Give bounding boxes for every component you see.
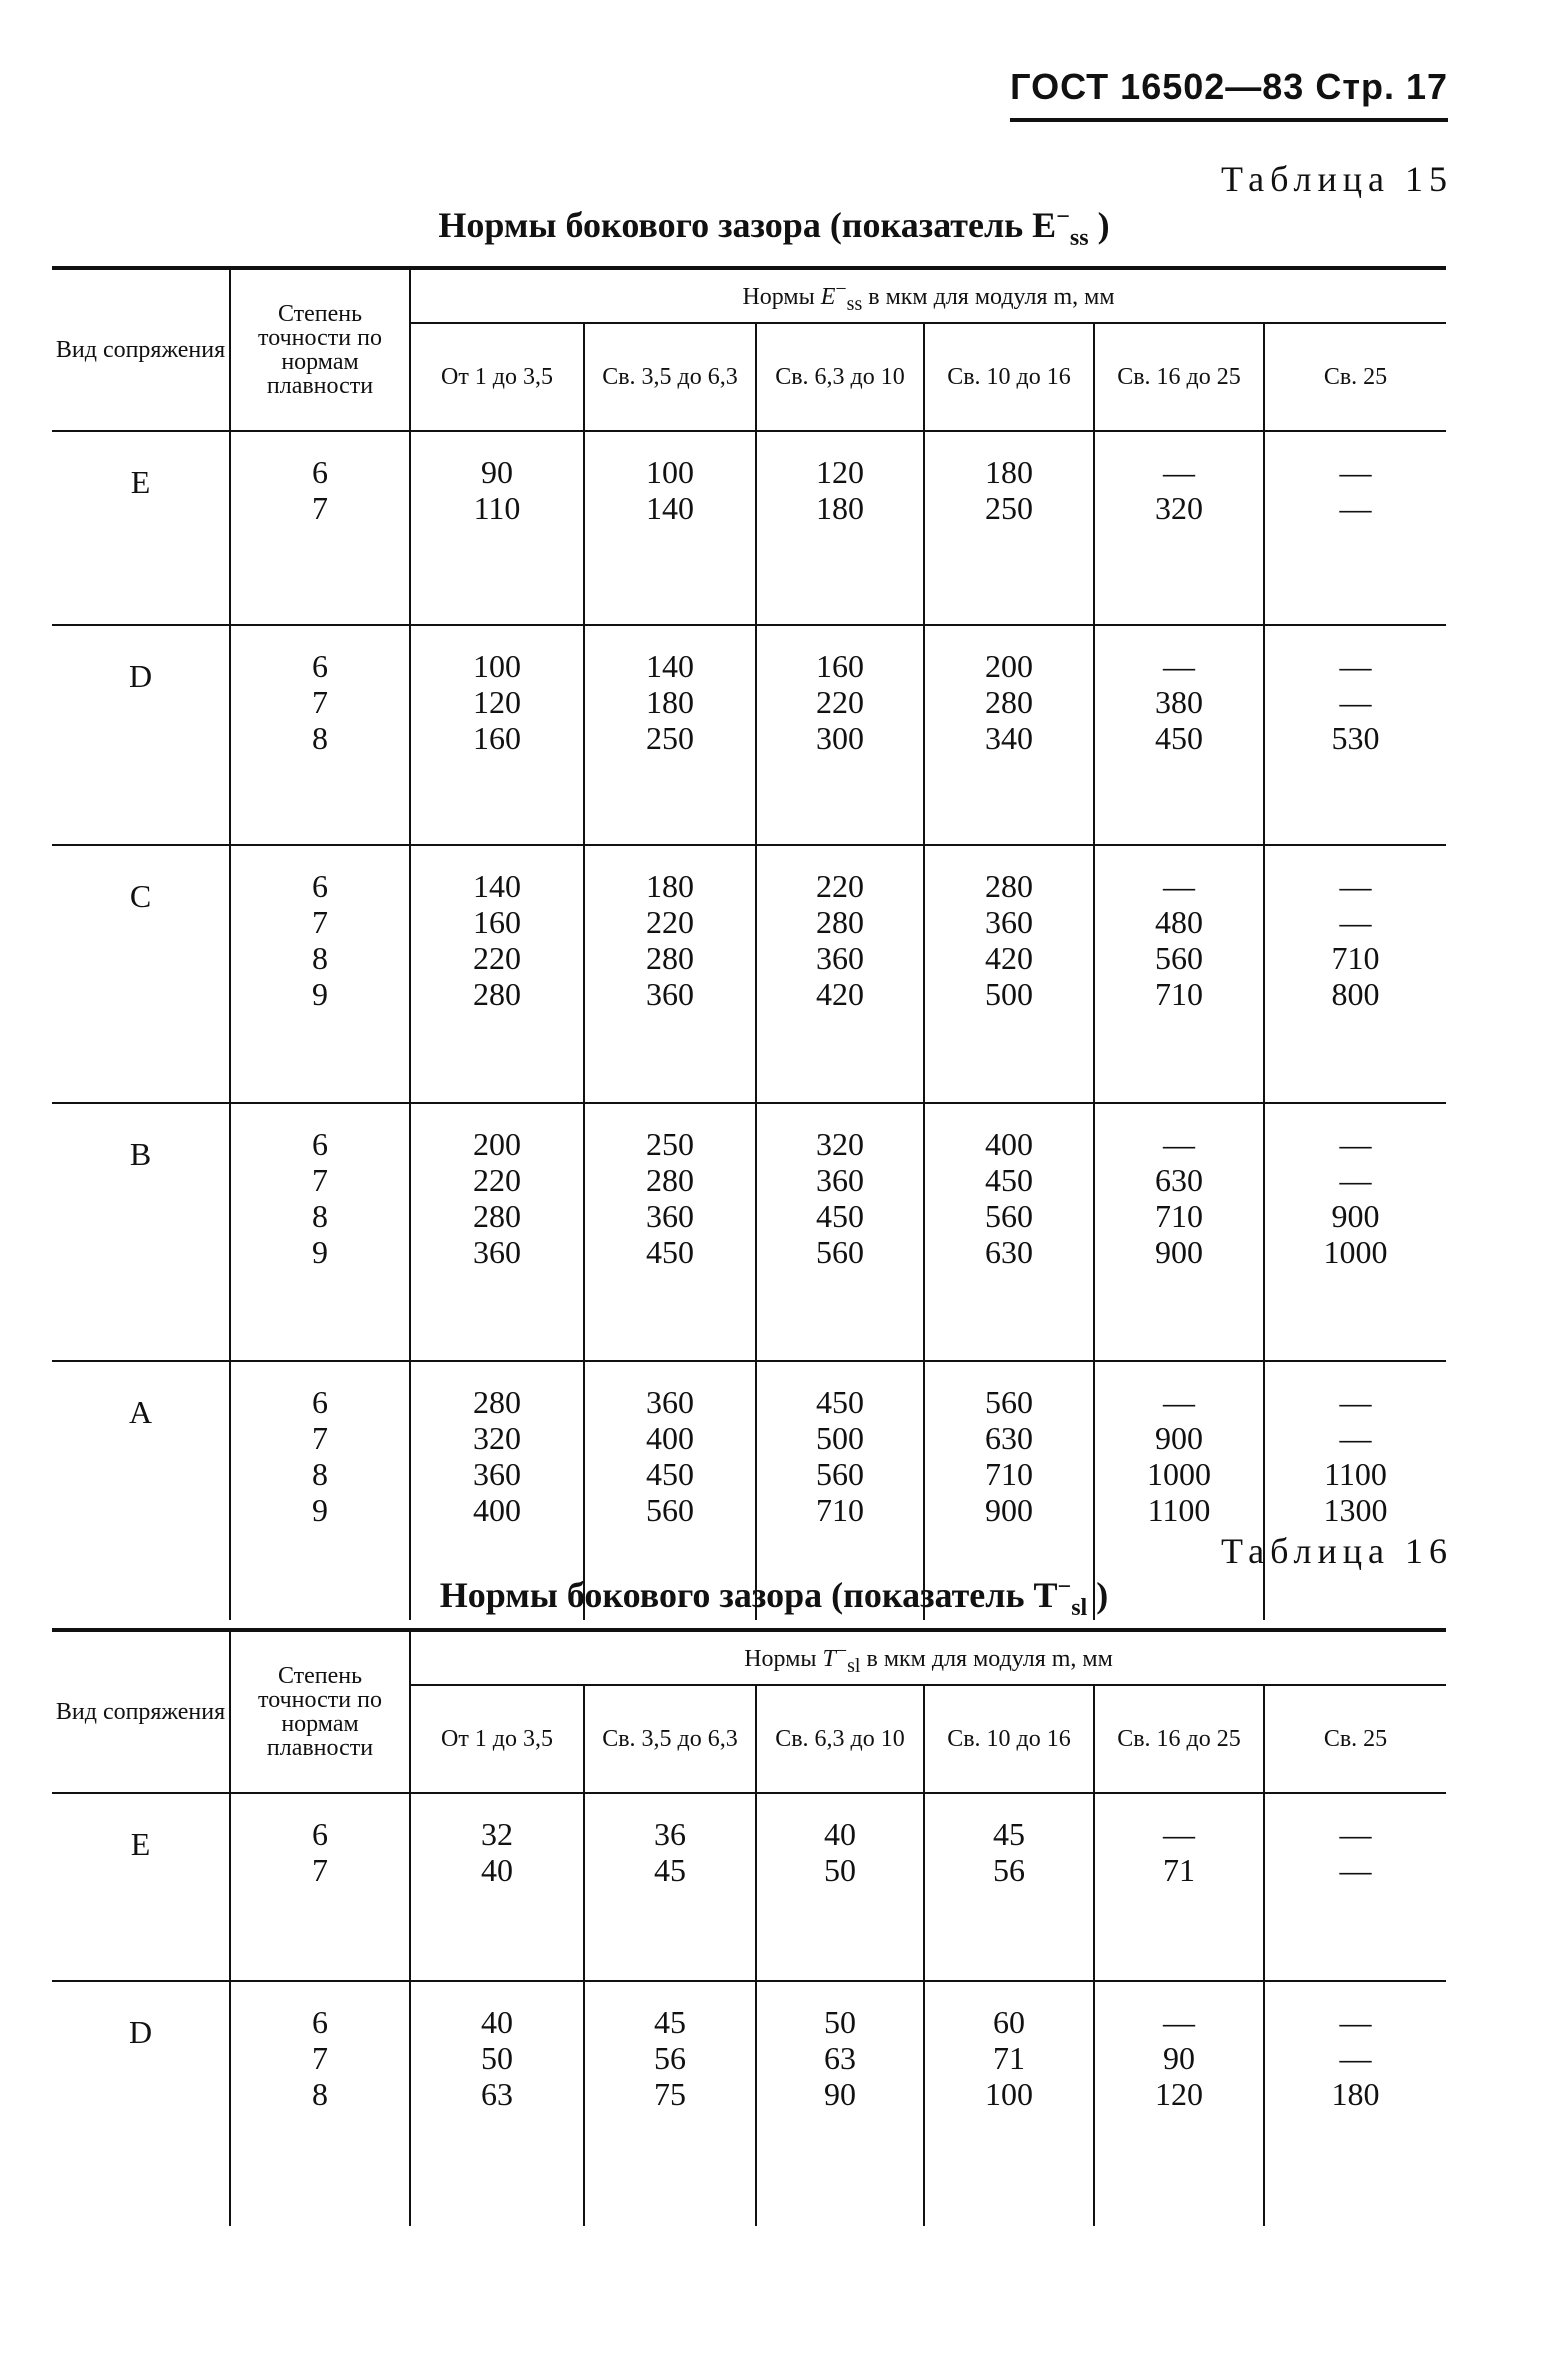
norm-value: 40 <box>481 2004 513 2040</box>
norm-value: 180 <box>646 868 694 904</box>
norm-value: 280 <box>473 1198 521 1234</box>
norm-value: 50 <box>824 2004 856 2040</box>
stepen-value: 6 <box>312 1384 328 1420</box>
norm-value: 420 <box>985 940 1033 976</box>
norm-value: 45 <box>654 1852 686 1888</box>
value-cell <box>584 845 756 1103</box>
table-16-head <box>52 1630 1446 1793</box>
norm-value: 120 <box>473 684 521 720</box>
norm-value: 100 <box>473 648 521 684</box>
norm-value: 500 <box>816 1420 864 1456</box>
norm-value: 530 <box>1331 720 1380 756</box>
table-15 <box>52 266 1446 1620</box>
norm-value: 32 <box>481 1816 513 1852</box>
norm-value: 140 <box>646 490 694 526</box>
header-range-2: Св. 6,3 до 10 <box>756 1685 924 1793</box>
norm-value: — <box>1339 490 1372 526</box>
norm-value: 100 <box>985 2076 1033 2112</box>
header-range-0: От 1 до 3,5 <box>410 323 584 431</box>
table-row <box>52 1793 1446 1981</box>
norm-value: 360 <box>816 1162 864 1198</box>
norm-value: — <box>1339 1384 1372 1420</box>
value-cell <box>584 1981 756 2226</box>
norm-value: 160 <box>473 720 521 756</box>
stepen-value: 6 <box>312 868 328 904</box>
norm-value: — <box>1339 1162 1372 1198</box>
table-16-body <box>52 1793 1446 2226</box>
table-16 <box>52 1628 1446 2226</box>
stepen-value: 9 <box>312 976 328 1012</box>
value-cell <box>1094 1981 1264 2226</box>
norm-value: — <box>1163 1816 1195 1852</box>
stepen-value: 8 <box>312 1456 328 1492</box>
value-cell <box>1264 1981 1446 2226</box>
norm-value: 420 <box>816 976 864 1012</box>
header-range-4: Св. 16 до 25 <box>1094 323 1264 431</box>
value-cell <box>756 1981 924 2226</box>
norm-value: — <box>1339 648 1372 684</box>
stepen-value: 7 <box>312 684 328 720</box>
stepen-value: 6 <box>312 1126 328 1162</box>
norm-value: 630 <box>985 1420 1033 1456</box>
norm-value: 100 <box>646 454 694 490</box>
norm-value: — <box>1163 2004 1195 2040</box>
value-cell <box>584 1793 756 1981</box>
norm-value: 360 <box>646 1384 694 1420</box>
norm-value: 250 <box>646 720 694 756</box>
header-range-1: Св. 3,5 до 6,3 <box>584 1685 756 1793</box>
norm-value: 90 <box>1163 2040 1195 2076</box>
norm-value: 56 <box>654 2040 686 2076</box>
norm-value: 320 <box>816 1126 864 1162</box>
stepen-value: 7 <box>312 2040 328 2076</box>
stepen-cell <box>230 431 410 625</box>
norm-value: 900 <box>1331 1198 1380 1234</box>
norm-value: — <box>1339 454 1372 490</box>
norm-value: 50 <box>481 2040 513 2076</box>
value-cell <box>410 625 584 845</box>
norm-value: 220 <box>816 868 864 904</box>
table-row <box>52 431 1446 625</box>
norm-value: 320 <box>1155 490 1203 526</box>
norm-value: 560 <box>816 1234 864 1270</box>
norm-value: 280 <box>646 1162 694 1198</box>
norm-value: — <box>1339 1816 1372 1852</box>
norm-value: 40 <box>481 1852 513 1888</box>
value-cell <box>410 845 584 1103</box>
stepen-value: 9 <box>312 1234 328 1270</box>
stepen-value: 7 <box>312 1420 328 1456</box>
norm-value: 630 <box>985 1234 1033 1270</box>
header-vid: Вид сопряжения <box>52 268 230 431</box>
header-stepen: Степень точности по нормам плавности <box>230 1630 410 1793</box>
norm-value: 180 <box>646 684 694 720</box>
norm-value: — <box>1163 868 1195 904</box>
value-cell <box>924 1103 1094 1361</box>
norm-value: — <box>1163 648 1195 684</box>
value-cell <box>924 1981 1094 2226</box>
header-range-5: Св. 25 <box>1264 323 1446 431</box>
norm-value: 200 <box>985 648 1033 684</box>
norm-value: 450 <box>646 1234 694 1270</box>
value-cell <box>1094 625 1264 845</box>
norm-value: 280 <box>473 976 521 1012</box>
norm-value: 800 <box>1331 976 1380 1012</box>
norm-value: — <box>1339 1852 1372 1888</box>
header-range-4: Св. 16 до 25 <box>1094 1685 1264 1793</box>
norm-value: 900 <box>1155 1234 1203 1270</box>
norm-value: 71 <box>993 2040 1025 2076</box>
norm-value: 200 <box>473 1126 521 1162</box>
norm-value: 1100 <box>1147 1492 1211 1528</box>
table-16-title: Нормы бокового зазора (показатель $T^-_{sl}$ ) <box>439 1574 1109 1622</box>
header-range-3: Св. 10 до 16 <box>924 1685 1094 1793</box>
norm-value: 180 <box>985 454 1033 490</box>
page-header: ГОСТ 16502—83 Стр. 17 <box>1010 66 1448 122</box>
norm-value: 360 <box>473 1234 521 1270</box>
table-15-label: Таблица 15 <box>1221 159 1453 199</box>
norm-value: 360 <box>985 904 1033 940</box>
norm-value: 71 <box>1163 1852 1195 1888</box>
norm-value: 360 <box>646 976 694 1012</box>
value-cell <box>1094 1793 1264 1981</box>
stepen-value: 6 <box>312 2004 328 2040</box>
norm-value: 480 <box>1155 904 1203 940</box>
norm-value: 1000 <box>1323 1234 1388 1270</box>
value-cell <box>1264 845 1446 1103</box>
norm-value: 36 <box>654 1816 686 1852</box>
vid-cell: D <box>52 1981 230 2226</box>
norm-value: — <box>1163 1126 1195 1162</box>
norm-value: 710 <box>816 1492 864 1528</box>
norm-value: 560 <box>1155 940 1203 976</box>
norm-value: 300 <box>816 720 864 756</box>
table-16-label: Таблица 16 <box>1221 1531 1453 1571</box>
norm-value: 280 <box>473 1384 521 1420</box>
norm-value: 280 <box>985 868 1033 904</box>
value-cell <box>756 431 924 625</box>
norm-value: — <box>1339 684 1372 720</box>
value-cell <box>584 1103 756 1361</box>
stepen-value: 6 <box>312 648 328 684</box>
norm-value: 450 <box>816 1198 864 1234</box>
table-row <box>52 625 1446 845</box>
value-cell <box>756 1793 924 1981</box>
norm-value: — <box>1339 2040 1372 2076</box>
norm-value: 40 <box>824 1816 856 1852</box>
norm-value: 63 <box>481 2076 513 2112</box>
stepen-value: 7 <box>312 1852 328 1888</box>
table-15-head <box>52 268 1446 431</box>
norm-value: 160 <box>816 648 864 684</box>
header-range-2: Св. 6,3 до 10 <box>756 323 924 431</box>
header-stepen: Степень точности по нормам плавности <box>230 268 410 431</box>
vid-cell: E <box>52 1793 230 1981</box>
norm-value: — <box>1163 1384 1195 1420</box>
norm-value: — <box>1339 868 1372 904</box>
norm-value: 90 <box>824 2076 856 2112</box>
norm-value: 360 <box>646 1198 694 1234</box>
norm-value: 560 <box>985 1384 1033 1420</box>
value-cell <box>584 431 756 625</box>
vid-cell: D <box>52 625 230 845</box>
norm-value: 500 <box>985 976 1033 1012</box>
norm-value: — <box>1339 1126 1372 1162</box>
norm-value: 140 <box>646 648 694 684</box>
value-cell <box>1094 431 1264 625</box>
norm-value: 400 <box>473 1492 521 1528</box>
norm-value: 220 <box>473 940 521 976</box>
stepen-value: 9 <box>312 1492 328 1528</box>
vid-cell: B <box>52 1103 230 1361</box>
stepen-value: 6 <box>312 454 328 490</box>
norm-value: 450 <box>985 1162 1033 1198</box>
norm-value: 900 <box>1155 1420 1203 1456</box>
norm-value: 180 <box>816 490 864 526</box>
value-cell <box>756 625 924 845</box>
header-range-1: Св. 3,5 до 6,3 <box>584 323 756 431</box>
norm-value: 120 <box>1155 2076 1203 2112</box>
stepen-value: 7 <box>312 904 328 940</box>
value-cell <box>924 431 1094 625</box>
norm-value: 220 <box>473 1162 521 1198</box>
header-group: Нормы $T^-_{sl}$ в мкм для модуля m, мм <box>410 1630 1446 1685</box>
header-range-5: Св. 25 <box>1264 1685 1446 1793</box>
norm-value: 360 <box>473 1456 521 1492</box>
norm-value: 120 <box>816 454 864 490</box>
norm-value: 710 <box>985 1456 1033 1492</box>
norm-value: 1100 <box>1324 1456 1387 1492</box>
norm-value: 220 <box>816 684 864 720</box>
norm-value: 75 <box>654 2076 686 2112</box>
norm-value: 380 <box>1155 684 1203 720</box>
stepen-cell <box>230 845 410 1103</box>
stepen-value: 8 <box>312 720 328 756</box>
norm-value: 710 <box>1155 1198 1203 1234</box>
norm-value: 1000 <box>1147 1456 1211 1492</box>
norm-value: 340 <box>985 720 1033 756</box>
table-15-body <box>52 431 1446 1620</box>
norm-value: — <box>1339 904 1372 940</box>
stepen-value: 8 <box>312 940 328 976</box>
norm-value: 560 <box>816 1456 864 1492</box>
norm-value: 180 <box>1331 2076 1380 2112</box>
value-cell <box>410 1793 584 1981</box>
norm-value: 560 <box>985 1198 1033 1234</box>
norm-value: — <box>1339 1420 1372 1456</box>
table-15-title: Нормы бокового зазора (показатель $E^-_{ss}$ ) <box>438 204 1110 252</box>
norm-value: 710 <box>1331 940 1380 976</box>
norm-value: — <box>1339 2004 1372 2040</box>
norm-value: 630 <box>1155 1162 1203 1198</box>
stepen-value: 7 <box>312 1162 328 1198</box>
norm-value: 280 <box>646 940 694 976</box>
norm-value: 560 <box>646 1492 694 1528</box>
value-cell <box>1094 845 1264 1103</box>
header-range-0: От 1 до 3,5 <box>410 1685 584 1793</box>
table-row <box>52 1981 1446 2226</box>
norm-value: 45 <box>993 1816 1025 1852</box>
stepen-value: 8 <box>312 2076 328 2112</box>
norm-value: 400 <box>646 1420 694 1456</box>
norm-value: 450 <box>646 1456 694 1492</box>
norm-value: 63 <box>824 2040 856 2076</box>
value-cell <box>1264 625 1446 845</box>
norm-value: 1300 <box>1323 1492 1388 1528</box>
value-cell <box>410 1981 584 2226</box>
norm-value: 900 <box>985 1492 1033 1528</box>
header-range-3: Св. 10 до 16 <box>924 323 1094 431</box>
norm-value: 280 <box>985 684 1033 720</box>
vid-cell: A <box>52 1361 230 1620</box>
value-cell <box>1264 431 1446 625</box>
header-group: Нормы $E^-_{ss}$ в мкм для модуля m, мм <box>410 268 1446 323</box>
value-cell <box>1094 1103 1264 1361</box>
norm-value: 220 <box>646 904 694 940</box>
norm-value: 250 <box>646 1126 694 1162</box>
stepen-value: 6 <box>312 1816 328 1852</box>
value-cell <box>410 1103 584 1361</box>
value-cell <box>924 1793 1094 1981</box>
value-cell <box>1264 1793 1446 1981</box>
value-cell <box>756 1103 924 1361</box>
norm-value: 280 <box>816 904 864 940</box>
norm-value: 140 <box>473 868 521 904</box>
norm-value: 56 <box>993 1852 1025 1888</box>
norm-value: — <box>1163 454 1195 490</box>
vid-cell: E <box>52 431 230 625</box>
value-cell <box>1264 1103 1446 1361</box>
norm-value: 360 <box>816 940 864 976</box>
table-row <box>52 1103 1446 1361</box>
vid-cell: C <box>52 845 230 1103</box>
value-cell <box>924 625 1094 845</box>
norm-value: 110 <box>473 490 521 526</box>
table-row <box>52 845 1446 1103</box>
norm-value: 400 <box>985 1126 1033 1162</box>
norm-value: 710 <box>1155 976 1203 1012</box>
value-cell <box>410 431 584 625</box>
norm-value: 90 <box>481 454 513 490</box>
value-cell <box>924 845 1094 1103</box>
stepen-cell <box>230 1793 410 1981</box>
norm-value: 250 <box>985 490 1033 526</box>
stepen-cell <box>230 625 410 845</box>
value-cell <box>584 625 756 845</box>
value-cell <box>756 845 924 1103</box>
norm-value: 320 <box>473 1420 521 1456</box>
stepen-cell <box>230 1103 410 1361</box>
norm-value: 60 <box>993 2004 1025 2040</box>
norm-value: 160 <box>473 904 521 940</box>
norm-value: 50 <box>824 1852 856 1888</box>
norm-value: 450 <box>816 1384 864 1420</box>
stepen-value: 8 <box>312 1198 328 1234</box>
stepen-value: 7 <box>312 490 328 526</box>
norm-value: 45 <box>654 2004 686 2040</box>
stepen-cell <box>230 1981 410 2226</box>
norm-value: 450 <box>1155 720 1203 756</box>
header-vid: Вид сопряжения <box>52 1630 230 1793</box>
